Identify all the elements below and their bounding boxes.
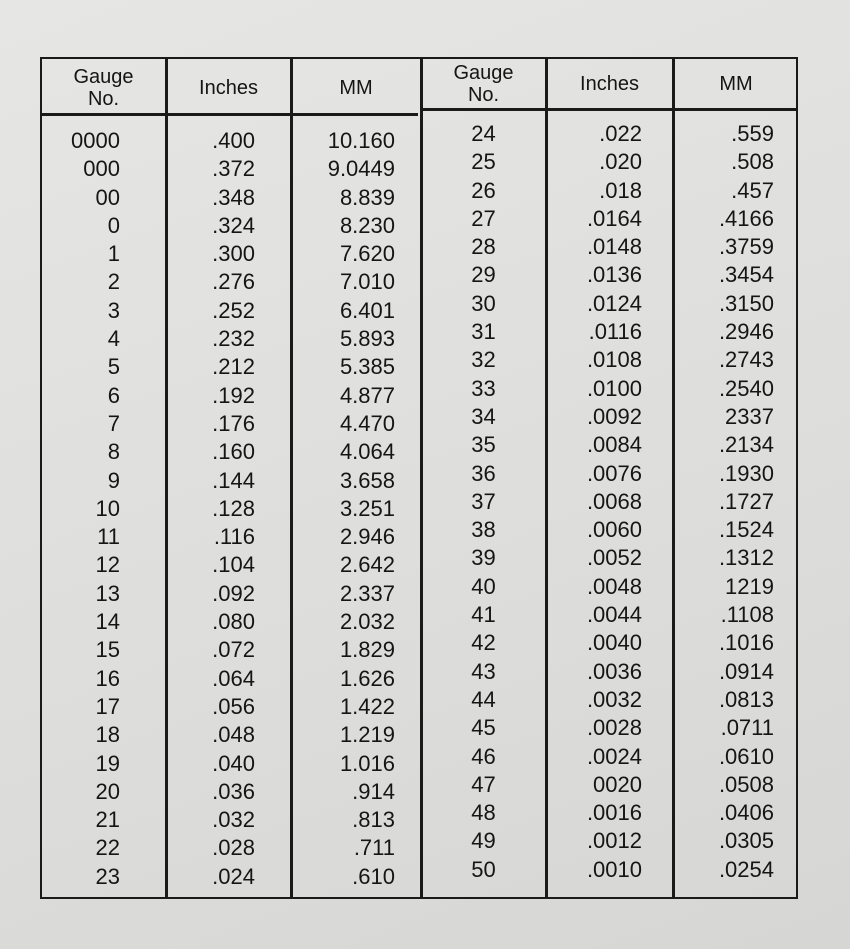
mm-cell: 1219 [725, 573, 774, 599]
mm-cell: .2946 [718, 319, 774, 345]
inches-cell: .0024 [586, 743, 642, 769]
inches-cell: .048 [212, 722, 255, 748]
gauge-cell: 2 [107, 269, 120, 295]
mm-cell: .0305 [718, 828, 774, 854]
mm-cell: .508 [731, 149, 774, 175]
inches-cell: .0032 [586, 686, 642, 712]
gauge-cell: 32 [471, 347, 496, 373]
header-inches-right: Inches [580, 72, 639, 95]
inches-cell: .0076 [586, 460, 642, 486]
inches-cell: .0048 [586, 573, 642, 599]
inches-cell: .0028 [586, 715, 642, 741]
gauge-cell: 7 [107, 410, 120, 436]
inches-cell: .056 [212, 693, 255, 719]
gauge-cell: 49 [471, 828, 496, 854]
inches-cell: 0020 [593, 771, 642, 797]
mm-cell: 2337 [725, 403, 774, 429]
inches-cell: .036 [212, 778, 255, 804]
inches-cell: .0044 [586, 602, 642, 628]
gauge-cell: 13 [95, 580, 120, 606]
gauge-cell: 17 [95, 693, 120, 719]
inches-cell: .018 [599, 177, 642, 203]
gauge-cell: 37 [471, 488, 496, 514]
gauge-cell: 25 [471, 149, 496, 175]
gauge-cell: 45 [471, 715, 496, 741]
inches-column-right [547, 120, 642, 884]
mm-cell: .0711 [720, 715, 774, 741]
header-text: No. [467, 83, 500, 106]
inches-cell: .176 [212, 410, 255, 436]
mm-cell: .559 [731, 121, 774, 146]
gauge-cell: 19 [95, 750, 120, 776]
gauge-cell: 47 [471, 771, 496, 797]
mm-column-left [292, 127, 395, 891]
inches-cell: .0060 [586, 517, 642, 543]
inches-cell: .144 [212, 467, 255, 493]
header-gauge-right [422, 59, 545, 108]
mm-cell: 2.032 [339, 609, 395, 635]
mm-cell: 2.946 [339, 524, 395, 550]
gauge-cell: 41 [471, 602, 496, 628]
gauge-cell: 35 [471, 432, 496, 458]
inches-cell: .0016 [586, 800, 642, 826]
inches-cell: .0036 [586, 658, 642, 684]
mm-cell: .1524 [718, 517, 774, 543]
gauge-cell: 000 [83, 156, 120, 182]
gauge-cell: 24 [471, 121, 496, 146]
header-divider-left [42, 113, 418, 116]
header-text: Gauge [73, 66, 134, 88]
inches-cell: .400 [212, 128, 255, 153]
gauge-cell: 42 [471, 630, 496, 656]
mm-cell: .1930 [718, 460, 774, 486]
inches-cell: .0092 [586, 403, 642, 429]
gauge-cell: 27 [471, 205, 496, 231]
gauge-cell: 0 [107, 212, 120, 238]
mm-cell: .0406 [718, 800, 774, 826]
gauge-column-left [42, 127, 120, 891]
gauge-cell: 11 [97, 524, 120, 550]
inches-cell: .024 [212, 863, 255, 889]
gauge-cell: 36 [471, 460, 496, 486]
mm-cell: .1108 [720, 602, 774, 628]
gauge-cell: 44 [471, 686, 496, 712]
inches-cell: .092 [212, 580, 255, 606]
inches-cell: .0010 [586, 856, 642, 882]
gauge-cell: 40 [471, 573, 496, 599]
header-divider-right [420, 108, 796, 111]
gauge-cell: 14 [95, 609, 120, 635]
gauge-cell: 23 [95, 863, 120, 889]
inches-cell: .0136 [586, 262, 642, 288]
gauge-column-right [422, 120, 545, 884]
mm-cell: 1.626 [339, 665, 395, 691]
mm-cell: .0508 [718, 771, 774, 797]
inches-cell: .0052 [586, 545, 642, 571]
mm-cell: .914 [352, 778, 395, 804]
mm-cell: .711 [353, 835, 395, 861]
inches-cell: .104 [212, 552, 255, 578]
inches-cell: .0108 [586, 347, 642, 373]
inches-column-left [167, 127, 255, 891]
gauge-cell: 22 [95, 835, 120, 861]
mm-cell: .0813 [718, 686, 774, 712]
header-text: Gauge [453, 61, 514, 84]
gauge-cell: 39 [471, 545, 496, 571]
gauge-cell: 46 [471, 743, 496, 769]
mm-cell: .813 [352, 807, 395, 833]
gauge-cell: 16 [95, 665, 120, 691]
gauge-cell: 0000 [71, 128, 120, 153]
mm-cell: 3.251 [339, 495, 395, 521]
gauge-cell: 38 [471, 517, 496, 543]
inches-cell: .116 [213, 524, 255, 550]
mm-cell: 1.016 [339, 750, 395, 776]
inches-cell: .064 [212, 665, 255, 691]
gauge-cell: 50 [471, 856, 496, 882]
inches-cell: .0084 [586, 432, 642, 458]
mm-cell: 9.0449 [327, 156, 395, 182]
gauge-cell: 20 [95, 778, 120, 804]
mm-cell: .3150 [718, 290, 774, 316]
mm-cell: 4.064 [339, 439, 395, 465]
header-inches-left: Inches [199, 77, 258, 99]
inches-cell: .300 [212, 241, 255, 267]
mm-cell: 7.620 [339, 241, 395, 267]
inches-cell: .128 [212, 495, 255, 521]
inches-cell: .0116 [588, 319, 642, 345]
inches-cell: .080 [212, 609, 255, 635]
gauge-cell: 48 [471, 800, 496, 826]
gauge-cell: 00 [95, 184, 120, 210]
inches-cell: .0164 [586, 205, 642, 231]
gauge-cell: 43 [471, 658, 496, 684]
mm-cell: .0914 [718, 658, 774, 684]
header-mm-right: MM [719, 72, 753, 95]
gauge-cell: 33 [471, 375, 496, 401]
mm-cell: 2.337 [339, 580, 395, 606]
mm-cell: 10.160 [327, 128, 395, 153]
mm-cell: 5.893 [339, 326, 395, 352]
gauge-cell: 4 [107, 326, 120, 352]
gauge-cell: 3 [107, 297, 120, 323]
gauge-cell: 28 [471, 234, 496, 260]
gauge-cell: 31 [471, 319, 496, 345]
gauge-cell: 30 [471, 290, 496, 316]
mm-cell: .2540 [718, 375, 774, 401]
mm-cell: .0610 [718, 743, 774, 769]
inches-cell: .0068 [586, 488, 642, 514]
gauge-cell: 29 [471, 262, 496, 288]
inches-cell: .020 [599, 149, 642, 175]
gauge-cell: 34 [471, 403, 496, 429]
inches-cell: .192 [212, 382, 255, 408]
mm-cell: .3454 [718, 262, 774, 288]
mm-cell: .2134 [718, 432, 774, 458]
mm-column-right [674, 120, 774, 884]
gauge-cell: 15 [95, 637, 120, 663]
mm-cell: .610 [352, 863, 395, 889]
mm-cell: 1.219 [339, 722, 395, 748]
inches-cell: .0012 [586, 828, 642, 854]
inches-cell: .276 [212, 269, 255, 295]
mm-cell: 2.642 [339, 552, 395, 578]
mm-cell: .1016 [718, 630, 774, 656]
mm-cell: 3.658 [339, 467, 395, 493]
mm-cell: 8.839 [339, 184, 395, 210]
inches-cell: .0148 [586, 234, 642, 260]
mm-cell: 4.470 [339, 410, 395, 436]
mm-cell: 4.877 [339, 382, 395, 408]
mm-cell: .1727 [718, 488, 774, 514]
gauge-cell: 26 [471, 177, 496, 203]
header-text: No. [87, 88, 120, 110]
inches-cell: .160 [212, 439, 255, 465]
mm-cell: 1.829 [339, 637, 395, 663]
header-gauge-left [42, 63, 165, 113]
inches-cell: .324 [212, 212, 255, 238]
inches-cell: .0124 [586, 290, 642, 316]
inches-cell: .252 [212, 297, 255, 323]
gauge-cell: 8 [107, 439, 120, 465]
wire-gauge-table [40, 57, 798, 899]
gauge-cell: 9 [107, 467, 120, 493]
gauge-cell: 1 [107, 241, 120, 267]
inches-cell: .022 [599, 121, 642, 146]
inches-cell: .028 [212, 835, 255, 861]
mm-cell: .4166 [718, 205, 774, 231]
inches-cell: .372 [212, 156, 255, 182]
gauge-cell: 5 [107, 354, 120, 380]
mm-cell: .3759 [718, 234, 774, 260]
mm-cell: .2743 [718, 347, 774, 373]
gauge-cell: 21 [95, 807, 120, 833]
mm-cell: 7.010 [339, 269, 395, 295]
inches-cell: .348 [212, 184, 255, 210]
inches-cell: .032 [212, 807, 255, 833]
mm-cell: 1.422 [339, 693, 395, 719]
inches-cell: .072 [212, 637, 255, 663]
gauge-cell: 18 [95, 722, 120, 748]
mm-cell: 8.230 [339, 212, 395, 238]
inches-cell: .040 [212, 750, 255, 776]
mm-cell: 5.385 [339, 354, 395, 380]
mm-cell: .0254 [718, 856, 774, 882]
gauge-cell: 10 [95, 495, 120, 521]
inches-cell: .0040 [586, 630, 642, 656]
mm-cell: .457 [731, 177, 774, 203]
mm-cell: 6.401 [339, 297, 395, 323]
mm-cell: .1312 [718, 545, 774, 571]
inches-cell: .0100 [586, 375, 642, 401]
inches-cell: .232 [212, 326, 255, 352]
inches-cell: .212 [212, 354, 255, 380]
header-mm-left: MM [339, 77, 373, 99]
gauge-cell: 6 [107, 382, 120, 408]
gauge-cell: 12 [95, 552, 120, 578]
